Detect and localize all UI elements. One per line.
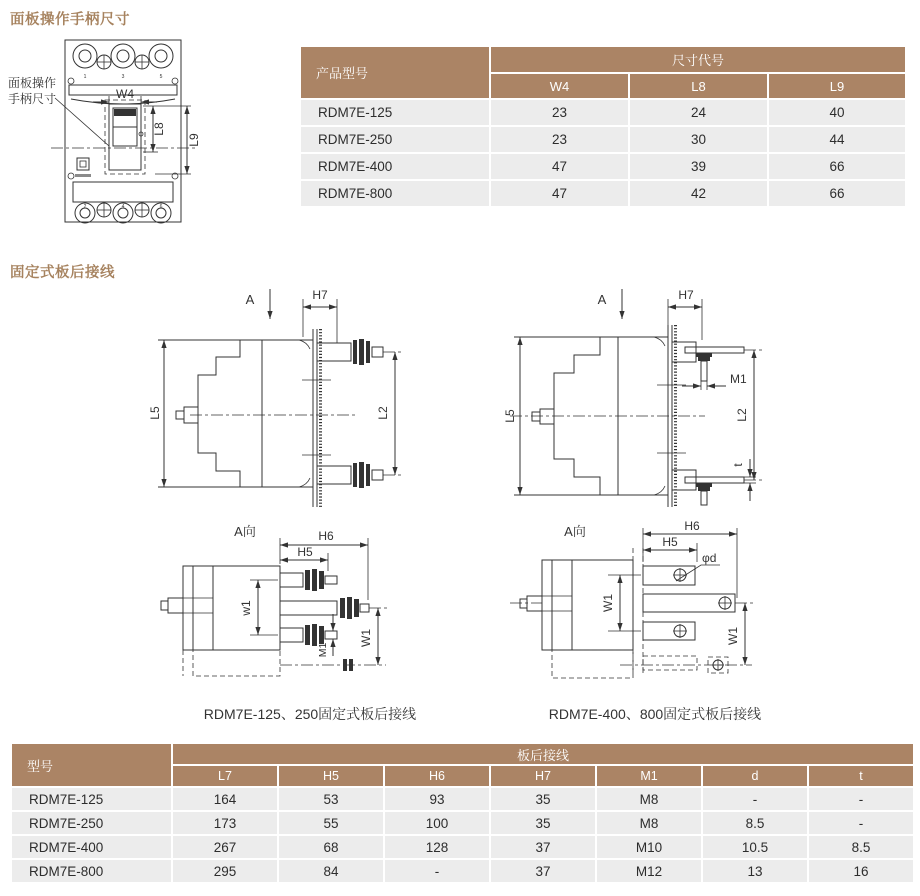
value-cell: 35 bbox=[491, 812, 595, 834]
value-cell: 8.5 bbox=[703, 812, 807, 834]
column-header: H7 bbox=[491, 766, 595, 786]
value-cell: 267 bbox=[173, 836, 277, 858]
dim-label-l9: L9 bbox=[187, 133, 201, 147]
dim-label-l2: L2 bbox=[376, 406, 390, 420]
value-cell: 24 bbox=[630, 100, 767, 125]
terminal-stud-top bbox=[317, 339, 383, 365]
pole-number: 2 bbox=[83, 204, 87, 210]
dimension-m1 bbox=[682, 372, 747, 390]
value-cell: 23 bbox=[491, 100, 628, 125]
value-cell: 37 bbox=[491, 860, 595, 882]
dim-label-h7: H7 bbox=[312, 288, 328, 302]
handle-dimension-table bbox=[299, 45, 907, 208]
callout-leader-line bbox=[55, 98, 109, 146]
model-cell: RDM7E-125 bbox=[12, 788, 171, 810]
dim-label-w1-inner: w1 bbox=[239, 600, 253, 616]
figure-caption-large: RDM7E-400、800固定式板后接线 bbox=[548, 706, 762, 722]
dim-label-m1: M1 bbox=[730, 372, 747, 386]
dimension-l2 bbox=[376, 352, 402, 475]
column-header: L8 bbox=[630, 74, 767, 98]
dim-label-h5: H5 bbox=[662, 535, 678, 549]
value-cell: 8.5 bbox=[809, 836, 913, 858]
rear-wiring-side-view-large bbox=[490, 285, 820, 515]
view-a-arrow bbox=[598, 289, 622, 319]
value-cell: 68 bbox=[279, 836, 383, 858]
section-title-rear-wiring: 固定式板后接线 bbox=[10, 265, 115, 281]
pole-number: 4 bbox=[121, 204, 125, 210]
stud-top bbox=[280, 569, 337, 591]
hidden-plate bbox=[633, 548, 643, 673]
terminal-bar-bottom bbox=[672, 470, 744, 505]
value-cell: M8 bbox=[597, 812, 701, 834]
model-cell: RDM7E-400 bbox=[301, 154, 489, 179]
view-a-label: A向 bbox=[564, 524, 586, 539]
rear-wiring-a-view-small bbox=[150, 518, 470, 700]
column-header: L7 bbox=[173, 766, 277, 786]
column-header: H5 bbox=[279, 766, 383, 786]
rear-wiring-a-view-large bbox=[490, 518, 820, 700]
pole-number: 5 bbox=[159, 74, 163, 80]
rear-wiring-side-view-small bbox=[150, 285, 470, 515]
view-arrow-label: A bbox=[245, 292, 255, 307]
dim-label-t: t bbox=[731, 463, 745, 467]
breaker-side-body bbox=[158, 340, 313, 487]
value-cell: 93 bbox=[385, 788, 489, 810]
model-cell: RDM7E-800 bbox=[301, 181, 489, 206]
table-row bbox=[12, 836, 913, 858]
column-header: L9 bbox=[769, 74, 905, 98]
value-cell: 66 bbox=[769, 154, 905, 179]
value-cell: 66 bbox=[769, 181, 905, 206]
model-cell: RDM7E-125 bbox=[301, 100, 489, 125]
header-size-code-group: 尺寸代号 bbox=[491, 47, 905, 72]
dim-label-l5: L5 bbox=[148, 406, 162, 420]
dimension-h6 bbox=[643, 519, 737, 598]
value-cell: 39 bbox=[630, 154, 767, 179]
dim-label-h6: H6 bbox=[684, 519, 700, 533]
dimension-h5 bbox=[643, 535, 697, 562]
dim-label-h5: H5 bbox=[297, 545, 313, 559]
callout-text-line2: 手柄尺寸 bbox=[8, 92, 57, 106]
column-header: H6 bbox=[385, 766, 489, 786]
value-cell: M12 bbox=[597, 860, 701, 882]
pole-number: 6 bbox=[159, 204, 163, 210]
value-cell: - bbox=[809, 788, 913, 810]
value-cell: 55 bbox=[279, 812, 383, 834]
dimension-w1-inner bbox=[601, 575, 641, 631]
dim-label-l5: L5 bbox=[503, 409, 517, 423]
value-cell: 44 bbox=[769, 127, 905, 152]
value-cell: 16 bbox=[809, 860, 913, 882]
dimension-h5 bbox=[280, 545, 328, 571]
value-cell: M8 bbox=[597, 788, 701, 810]
value-cell: - bbox=[703, 788, 807, 810]
dim-label-m1: M1 bbox=[317, 642, 329, 658]
view-arrow-label: A bbox=[597, 292, 607, 307]
value-cell: 53 bbox=[279, 788, 383, 810]
header-rear-wiring-group: 板后接线 bbox=[173, 744, 913, 764]
dim-label-phi-d: φd bbox=[702, 551, 717, 565]
value-cell: 47 bbox=[491, 181, 628, 206]
dimension-h7 bbox=[668, 288, 702, 340]
pole-number: 1 bbox=[83, 74, 87, 80]
breaker-body bbox=[51, 40, 197, 223]
view-a-label: A向 bbox=[234, 524, 256, 539]
dim-label-l8: L8 bbox=[152, 122, 166, 136]
dimension-l2 bbox=[735, 350, 762, 480]
hidden-lines bbox=[183, 650, 386, 676]
value-cell: 40 bbox=[769, 100, 905, 125]
figure-caption-small: RDM7E-125、250固定式板后接线 bbox=[203, 706, 417, 722]
value-cell: 13 bbox=[703, 860, 807, 882]
dimension-h7 bbox=[303, 288, 337, 343]
dimension-l9 bbox=[155, 106, 201, 174]
dim-label-h7: H7 bbox=[678, 288, 694, 302]
value-cell: 47 bbox=[491, 154, 628, 179]
column-header: W4 bbox=[491, 74, 628, 98]
value-cell: 128 bbox=[385, 836, 489, 858]
value-cell: 84 bbox=[279, 860, 383, 882]
bar-middle bbox=[643, 594, 735, 612]
dimension-w1-outer bbox=[359, 608, 388, 665]
header-model: 型号 bbox=[12, 744, 171, 786]
table-row bbox=[301, 100, 905, 125]
breaker-a-view-body bbox=[161, 566, 280, 650]
model-cell: RDM7E-400 bbox=[12, 836, 171, 858]
pole-number: 3 bbox=[121, 74, 125, 80]
value-cell: 164 bbox=[173, 788, 277, 810]
header-product-model: 产品型号 bbox=[301, 47, 489, 98]
dim-label-w1-outer: W1 bbox=[726, 627, 740, 645]
callout-text-line1: 面板操作 bbox=[8, 76, 57, 90]
stud-middle bbox=[280, 597, 369, 619]
value-cell: M10 bbox=[597, 836, 701, 858]
value-cell: - bbox=[809, 812, 913, 834]
column-header: M1 bbox=[597, 766, 701, 786]
dimension-w4 bbox=[93, 87, 157, 108]
hidden-lines bbox=[552, 650, 752, 678]
dim-label-l2: L2 bbox=[735, 408, 749, 422]
table-row bbox=[12, 860, 913, 882]
value-cell: 35 bbox=[491, 788, 595, 810]
value-cell: 37 bbox=[491, 836, 595, 858]
dim-label-w1-inner: W1 bbox=[601, 594, 615, 612]
value-cell: 23 bbox=[491, 127, 628, 152]
dim-label-w4: W4 bbox=[116, 87, 134, 101]
stud-bottom bbox=[280, 624, 337, 646]
table-row bbox=[12, 812, 913, 834]
handle-dimension-figure bbox=[5, 34, 205, 229]
value-cell: 173 bbox=[173, 812, 277, 834]
column-header: d bbox=[703, 766, 807, 786]
bar-top bbox=[643, 566, 695, 585]
table-row bbox=[301, 127, 905, 152]
dimension-l5 bbox=[148, 340, 164, 487]
dimension-h6 bbox=[280, 529, 368, 600]
value-cell: 10.5 bbox=[703, 836, 807, 858]
value-cell: - bbox=[385, 860, 489, 882]
dim-label-h6: H6 bbox=[318, 529, 334, 543]
table-row bbox=[12, 788, 913, 810]
rear-wiring-table bbox=[10, 742, 915, 884]
value-cell: 42 bbox=[630, 181, 767, 206]
value-cell: 30 bbox=[630, 127, 767, 152]
bar-bottom bbox=[643, 622, 695, 640]
model-cell: RDM7E-800 bbox=[12, 860, 171, 882]
model-cell: RDM7E-250 bbox=[12, 812, 171, 834]
terminal-stud-bottom bbox=[317, 462, 383, 488]
dimension-l8 bbox=[143, 106, 191, 152]
dimension-w1-inner bbox=[239, 580, 278, 635]
section-title-handle-dimensions: 面板操作手柄尺寸 bbox=[10, 12, 130, 28]
column-header: t bbox=[809, 766, 913, 786]
value-cell: 100 bbox=[385, 812, 489, 834]
dim-label-w1-outer: W1 bbox=[359, 629, 373, 647]
value-cell: 295 bbox=[173, 860, 277, 882]
view-a-arrow bbox=[246, 289, 270, 319]
model-cell: RDM7E-250 bbox=[301, 127, 489, 152]
table-row bbox=[301, 154, 905, 179]
table-row bbox=[301, 181, 905, 206]
